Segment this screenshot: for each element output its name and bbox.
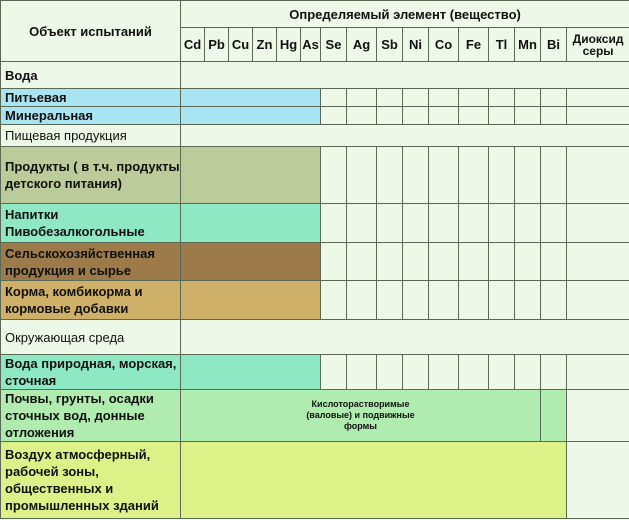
row-label: Продукты ( в т.ч. продукты детского питания) (1, 147, 181, 204)
table-cell (429, 204, 459, 243)
table-row (1, 204, 629, 243)
table-cell (515, 89, 541, 107)
table-cell (515, 107, 541, 125)
table-cell (567, 243, 629, 281)
table-cell (321, 204, 347, 243)
section-span-cell (181, 62, 629, 89)
table-cell (403, 204, 429, 243)
table-cell (515, 147, 541, 204)
element-header-co: Co (429, 28, 459, 62)
table-row (1, 442, 629, 519)
table-cell (347, 281, 377, 320)
row-label: Сельскохозяйственная продукция и сырье (1, 243, 181, 281)
element-header-zn: Zn (253, 28, 277, 62)
table-cell (321, 89, 347, 107)
table-cell (429, 243, 459, 281)
element-header-se: Se (321, 28, 347, 62)
element-header-sulfur-dioxide: Диоксид серы (567, 28, 629, 62)
covered-elements-cell (181, 204, 321, 243)
row-label: Окружающая среда (1, 320, 181, 355)
covered-elements-cell (181, 355, 321, 390)
table-cell (567, 281, 629, 320)
table-cell (459, 281, 489, 320)
table-cell (567, 442, 629, 519)
table-cell (459, 204, 489, 243)
table-row (1, 320, 629, 355)
table-cell (541, 390, 567, 442)
element-header-cu: Cu (229, 28, 253, 62)
table-row (1, 107, 629, 125)
table-cell (403, 107, 429, 125)
table-cell (459, 147, 489, 204)
element-header-ni: Ni (403, 28, 429, 62)
table-cell (541, 281, 567, 320)
table-row (1, 147, 629, 204)
table-row (1, 243, 629, 281)
table-cell (429, 147, 459, 204)
table-cell (321, 281, 347, 320)
table-cell (347, 355, 377, 390)
table-cell (567, 147, 629, 204)
row-label: Вода (1, 62, 181, 89)
table-cell (489, 107, 515, 125)
element-header-sb: Sb (377, 28, 403, 62)
table-cell (347, 147, 377, 204)
covered-elements-cell (181, 89, 321, 107)
element-header-mn: Mn (515, 28, 541, 62)
table-row (1, 62, 629, 89)
table-row (1, 355, 629, 390)
header-row-1 (1, 1, 629, 28)
table-cell (347, 89, 377, 107)
element-header-ag: Ag (347, 28, 377, 62)
table-cell (321, 107, 347, 125)
table-cell (403, 147, 429, 204)
covered-elements-cell (181, 107, 321, 125)
table-row (1, 125, 629, 147)
table-cell (515, 355, 541, 390)
row-label: Воздух атмосферный, рабочей зоны, общественных и промышленных зданий (1, 442, 181, 519)
table-cell (429, 107, 459, 125)
covered-elements-cell (181, 147, 321, 204)
table-cell (459, 355, 489, 390)
covered-elements-cell (181, 243, 321, 281)
table-cell (321, 355, 347, 390)
element-header-fe: Fe (459, 28, 489, 62)
object-header: Объект испытаний (1, 1, 181, 62)
row-label: Напитки Пивобезалкогольные (1, 204, 181, 243)
table-cell (489, 147, 515, 204)
table-row (1, 390, 629, 442)
table-cell (489, 243, 515, 281)
table-cell (403, 243, 429, 281)
table-cell (403, 281, 429, 320)
table-cell (347, 204, 377, 243)
table-cell (403, 89, 429, 107)
elements-group-header: Определяемый элемент (вещество) (181, 1, 629, 28)
row-label: Вода природная, морская, сточная (1, 355, 181, 390)
table-cell (541, 147, 567, 204)
element-header-tl: Tl (489, 28, 515, 62)
table-cell (377, 355, 403, 390)
air-span-cell (181, 442, 567, 519)
element-header-cd: Cd (181, 28, 205, 62)
table-cell (459, 107, 489, 125)
table-cell (489, 281, 515, 320)
table-cell (429, 89, 459, 107)
table-cell (347, 243, 377, 281)
table-cell (567, 107, 629, 125)
table-body (1, 62, 629, 519)
table-cell (403, 355, 429, 390)
table-cell (429, 355, 459, 390)
table-cell (515, 243, 541, 281)
element-header-pb: Pb (205, 28, 229, 62)
element-header-hg: Hg (277, 28, 301, 62)
table-cell (567, 89, 629, 107)
table-cell (567, 204, 629, 243)
table-cell (489, 355, 515, 390)
table-cell (541, 355, 567, 390)
table-cell (377, 147, 403, 204)
element-header-as: As (301, 28, 321, 62)
section-span-cell (181, 320, 629, 355)
table-cell (459, 89, 489, 107)
row-label: Почвы, грунты, осадки сточных вод, донные отложения (1, 390, 181, 442)
table-cell (377, 281, 403, 320)
table-cell (515, 204, 541, 243)
table-cell (515, 281, 541, 320)
table-cell (541, 243, 567, 281)
table-cell (567, 390, 629, 442)
covered-elements-cell (181, 281, 321, 320)
row-label: Минеральная (1, 107, 181, 125)
element-header-bi: Bi (541, 28, 567, 62)
table-cell (377, 243, 403, 281)
soil-note-cell: Кислоторастворимые (валовые) и подвижные формы (181, 390, 541, 442)
row-label: Питьевая (1, 89, 181, 107)
table-cell (377, 89, 403, 107)
table-row (1, 89, 629, 107)
table-cell (321, 243, 347, 281)
table-cell (541, 89, 567, 107)
table-cell (429, 281, 459, 320)
table-cell (347, 107, 377, 125)
table-cell (459, 243, 489, 281)
table-cell (377, 107, 403, 125)
table-cell (567, 355, 629, 390)
table-cell (489, 89, 515, 107)
row-label: Пищевая продукция (1, 125, 181, 147)
table-cell (489, 204, 515, 243)
table-cell (541, 204, 567, 243)
table-cell (541, 107, 567, 125)
table-cell (377, 204, 403, 243)
table-cell (321, 147, 347, 204)
section-span-cell (181, 125, 629, 147)
table-row (1, 281, 629, 320)
row-label: Корма, комбикорма и кормовые добавки (1, 281, 181, 320)
